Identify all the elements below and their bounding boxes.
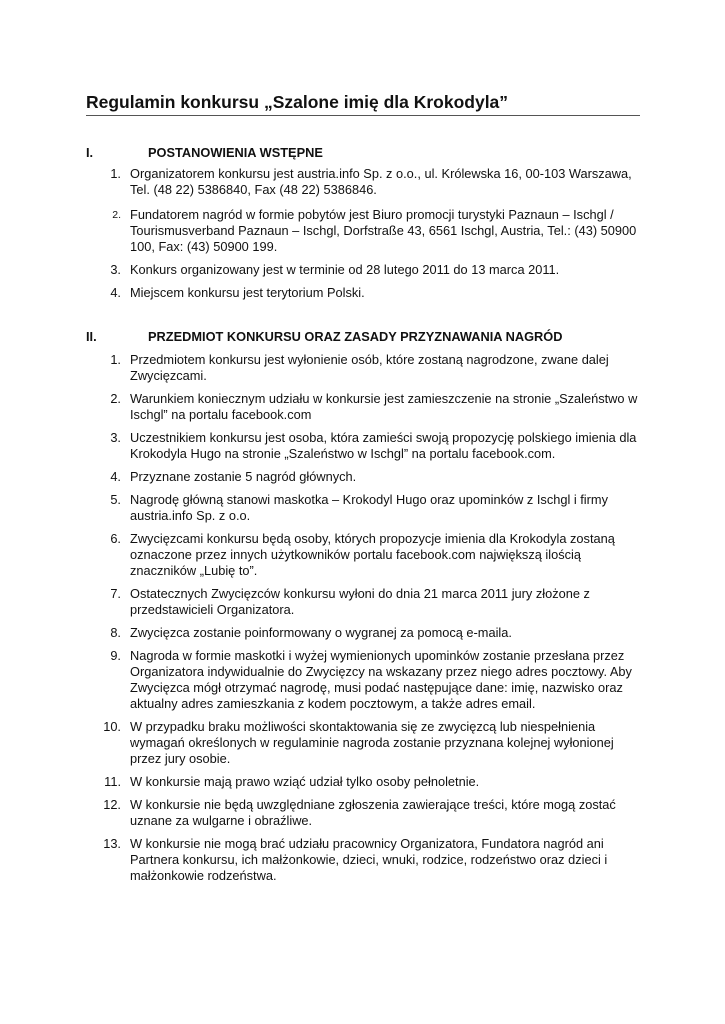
list-item <box>86 836 642 884</box>
section-przedmiot <box>86 329 642 884</box>
item-number: 6. <box>110 531 121 546</box>
item-text: Fundatorem nagród w formie pobytów jest Biuro promocji turystyki Paznaun – Ischgl / Tourismusverband Paznaun – Ischgl, Dorfstraße 43, 6561 Ischgl, Austria, Tel.: (43) 50900 100, Fax: (43) 50900 199. <box>130 207 637 254</box>
item-text: Konkurs organizowany jest w terminie od 28 lutego 2011 do 13 marca 2011. <box>130 262 560 277</box>
item-number: 2. <box>110 391 121 406</box>
section-number: I. <box>86 145 94 160</box>
list-item <box>86 430 642 462</box>
item-text: Organizatorem konkursu jest austria.info Sp. z o.o., ul. Królewska 16, 00-103 Warszawa, Tel. (48 22) 5386840, Fax (48 22) 5386846. <box>130 166 632 197</box>
item-number: 4. <box>110 285 121 300</box>
list-item <box>86 262 642 278</box>
document-title: Regulamin konkursu „Szalone imię dla Krokodyla” <box>86 91 640 116</box>
item-text: Przedmiotem konkursu jest wyłonienie osób, które zostaną nagrodzone, zwane dalej Zwycięzcami. <box>130 352 609 383</box>
item-number: 11. <box>104 774 121 789</box>
section-postanowienia <box>86 145 642 301</box>
item-number: 3. <box>110 262 121 277</box>
item-text: W przypadku braku możliwości skontaktowania się ze zwycięzcą lub niespełnienia wymagań określonych w regulaminie nagroda zostanie przyznana kolejnej wyłonionej przez jury osobie. <box>130 719 614 766</box>
item-text: Uczestnikiem konkursu jest osoba, która zamieści swoją propozycję polskiego imienia dla Krokodyla Hugo na stronie „Szaleństwo w Ischgl” na portalu facebook.com. <box>130 430 637 461</box>
item-number: 10. <box>103 719 121 734</box>
section-title: POSTANOWIENIA WSTĘPNE <box>148 145 323 160</box>
item-number: 9. <box>110 648 121 663</box>
section-items <box>86 166 642 301</box>
list-item <box>86 625 642 641</box>
section-title: PRZEDMIOT KONKURSU ORAZ ZASADY PRZYZNAWANIA NAGRÓD <box>148 329 563 344</box>
section-heading <box>86 329 642 345</box>
item-text: W konkursie nie będą uwzględniane zgłoszenia zawierające treści, które mogą zostać uznane za wulgarne i obraźliwe. <box>130 797 616 828</box>
item-number: 8. <box>110 625 121 640</box>
item-number: 1. <box>110 166 121 181</box>
item-text: Zwycięzca zostanie poinformowany o wygranej za pomocą e-maila. <box>130 625 512 640</box>
list-item <box>86 207 642 255</box>
item-text: Przyznane zostanie 5 nagród głównych. <box>130 469 357 484</box>
item-text: W konkursie mają prawo wziąć udział tylko osoby pełnoletnie. <box>130 774 480 789</box>
section-number: II. <box>86 329 97 344</box>
item-text: W konkursie nie mogą brać udziału pracownicy Organizatora, Fundatora nagród ani Partnera konkursu, ich małżonkowie, dzieci, wnuki, rodzice, rodzeństwo oraz dzieci i małżonkowie rodzeństwa. <box>130 836 608 883</box>
item-number: 4. <box>110 469 121 484</box>
list-item <box>86 797 642 829</box>
item-text: Miejscem konkursu jest terytorium Polski. <box>130 285 365 300</box>
item-number: 1. <box>110 352 121 367</box>
item-number: 3. <box>110 430 121 445</box>
item-text: Nagrodę główną stanowi maskotka – Krokodyl Hugo oraz upominków z Ischgl i firmy austria.info Sp. z o.o. <box>130 492 608 523</box>
item-text: Warunkiem koniecznym udziału w konkursie jest zamieszczenie na stronie „Szaleństwo w Ischgl” na portalu facebook.com <box>130 391 638 422</box>
list-item <box>86 531 642 579</box>
item-number: 7. <box>110 586 121 601</box>
item-number: 5. <box>110 492 121 507</box>
item-number: 12. <box>103 797 121 812</box>
list-item <box>86 391 642 423</box>
item-text: Zwycięzcami konkursu będą osoby, których propozycje imienia dla Krokodyla zostaną oznaczone przez innych użytkowników portalu facebook.com największą ilością znaczników „Lubię to”. <box>130 531 615 578</box>
list-item <box>86 166 642 198</box>
item-number: 13. <box>103 836 121 851</box>
section-heading <box>86 145 642 161</box>
item-number: 2. <box>112 209 121 221</box>
item-text: Ostatecznych Zwycięzców konkursu wyłoni do dnia 21 marca 2011 jury złożone z przedstawicieli Organizatora. <box>130 586 590 617</box>
list-item <box>86 469 642 485</box>
list-item <box>86 492 642 524</box>
list-item <box>86 719 642 767</box>
list-item <box>86 648 642 712</box>
section-items <box>86 352 642 884</box>
list-item <box>86 352 642 384</box>
item-text: Nagroda w formie maskotki i wyżej wymienionych upominków zostanie przesłana przez Organizatora indywidualnie do Zwycięzcy na wskazany przez niego adres pocztowy. Aby Zwycięzca mógł otrzymać nagrodę, musi podać następujące dane: imię, nazwisko oraz aktualny adres zamieszkania z kodem pocztowym, a także adres email. <box>130 648 632 711</box>
list-item <box>86 774 642 790</box>
list-item <box>86 586 642 618</box>
list-item <box>86 285 642 301</box>
